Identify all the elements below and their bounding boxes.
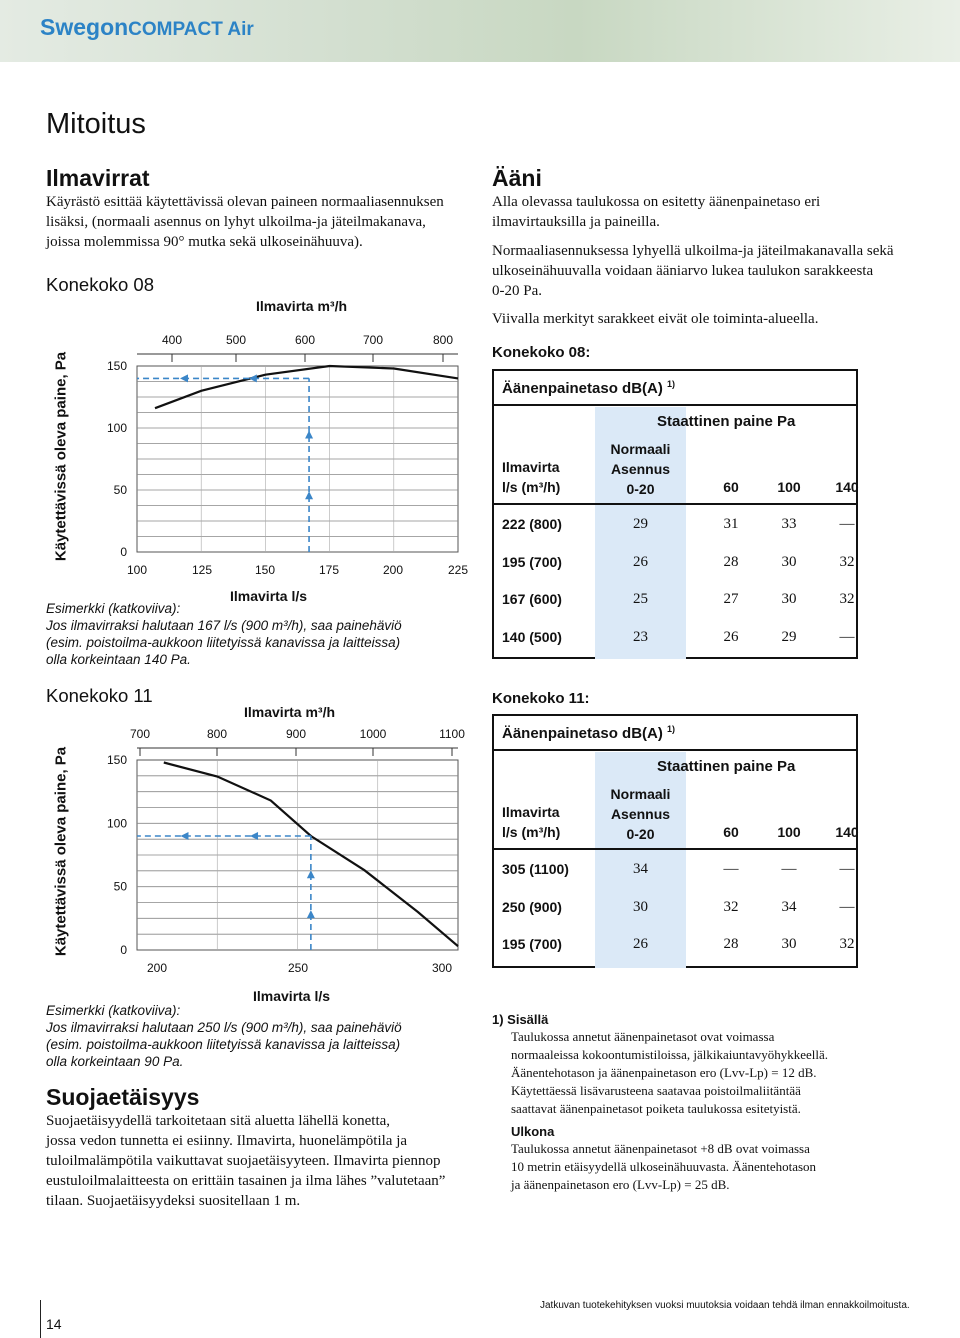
y-tick-label: 150	[106, 753, 127, 767]
top-tick-label: 700	[362, 333, 384, 347]
text-line: jossa vedon tunnetta ei esiinny. Ilmavirta, huonelämpötila ja	[46, 1133, 408, 1149]
cell-value: 30	[781, 591, 797, 607]
table-title-text: Äänenpainetaso dB(A)	[502, 725, 663, 742]
page-title: Mitoitus	[46, 108, 146, 140]
arrow-up-icon	[307, 910, 315, 918]
text-line: normaaleissa kokoontumistiloissa, jälkikaiuntavyöhykkeellä.	[511, 1047, 828, 1062]
chart08-y-axis-label: Käytettävissä oleva paine, Pa	[52, 351, 70, 562]
text-line: Äänentehotason ja äänenpainetason ero (Lvv-Lp) = 12 dB.	[511, 1065, 817, 1080]
table08-col-100: 100	[777, 479, 801, 495]
top-tick-label: 700	[129, 727, 151, 741]
cell-airflow: 305 (1100)	[502, 861, 569, 877]
chart-heading-08: Konekoko 08	[46, 274, 155, 295]
example-line: (esim. poistoilma-aukkoon liitetyissä kanavissa ja laitteissa)	[46, 635, 401, 650]
cell-airflow: 167 (600)	[502, 591, 562, 607]
table-divider	[494, 404, 858, 406]
example-line: (esim. poistoilma-aukkoon liitetyissä kanavissa ja laitteissa)	[46, 1037, 401, 1052]
text-line: Käyrästö esittää käytettävissä olevan paineen normaaliasennuksen	[46, 194, 444, 210]
top-tick-label: 400	[161, 333, 183, 347]
table11-col-airflow	[502, 802, 560, 842]
table11-static-label: Staattinen paine Pa	[657, 758, 796, 775]
text-line: eustuloilmalaitteesta on erittäin tasainen ja ilma lähes ”valutetaan”	[46, 1173, 446, 1189]
chart11-svg-group	[107, 727, 465, 975]
table-row	[494, 891, 858, 929]
footer-divider	[40, 1300, 41, 1338]
aani-p3: Viivalla merkityt sarakkeet eivät ole toiminta-alueella.	[492, 311, 819, 327]
cell-airflow: 250 (900)	[502, 898, 562, 915]
cell-value: —	[723, 861, 739, 877]
text-line: Alla olevassa taulukossa on esitetty äänenpainetaso eri	[492, 194, 821, 210]
cell-value: 28	[723, 553, 739, 570]
bottom-tick-label: 200	[146, 961, 168, 975]
cell-value: 26	[723, 628, 739, 645]
y-tick-label: 0	[120, 943, 127, 957]
cell-value: 28	[723, 936, 739, 952]
col-header-line: Normaali	[610, 441, 671, 457]
example-line: olla korkeintaan 140 Pa.	[46, 652, 191, 667]
top-tick-label: 900	[285, 727, 307, 741]
example-line: Esimerkki (katkoviiva):	[46, 1003, 181, 1018]
section-title-aani: Ääni	[492, 165, 542, 191]
cell-normal: 26	[633, 936, 648, 952]
bottom-tick-label: 175	[318, 563, 340, 577]
top-tick-label: 600	[294, 333, 316, 347]
top-tick-label: 1000	[359, 727, 387, 741]
col-header-line: Ilmavirta	[502, 459, 560, 475]
col-header-line: Asennus	[610, 806, 671, 822]
example-line: olla korkeintaan 90 Pa.	[46, 1054, 184, 1069]
example-line: Jos ilmavirraksi halutaan 167 l/s (900 m³/h), saa painehäviö	[46, 618, 402, 633]
table08-title	[502, 379, 675, 397]
chart11-y-axis-label: Käytettävissä oleva paine, Pa	[52, 746, 70, 957]
table11-title	[502, 724, 675, 742]
table08-col-airflow	[502, 457, 560, 497]
cell-normal: 29	[633, 516, 648, 532]
table11-heading: Konekoko 11:	[492, 690, 590, 707]
y-tick-label: 100	[106, 816, 127, 831]
bottom-tick-label: 150	[254, 563, 276, 577]
aani-p2	[492, 241, 894, 301]
table11-col-100: 100	[777, 824, 801, 840]
text-line: Käytettäessä lisävarusteena saatavaa poistoilmaliitäntää	[511, 1083, 801, 1098]
cell-value: 29	[781, 628, 797, 645]
cell-value: 32	[723, 898, 739, 915]
cell-value: 32	[839, 936, 855, 952]
cell-normal: 26	[633, 553, 648, 570]
example-line: Esimerkki (katkoviiva):	[46, 601, 181, 616]
y-tick-label: 50	[113, 879, 127, 894]
cell-value: —	[839, 628, 855, 645]
chart11-bottom-axis-label: Ilmavirta l/s	[253, 988, 331, 1004]
y-tick-label: 0	[120, 545, 127, 559]
col-header-line: 0-20	[626, 481, 655, 497]
section-title-suoja: Suojaetäisyys	[46, 1084, 200, 1110]
section-title-ilmavirrat: Ilmavirrat	[46, 165, 150, 191]
cell-value: 32	[839, 591, 855, 607]
y-tick-label: 100	[106, 421, 127, 435]
text-line: saattavat äänenpainetasot poiketa taulukossa esitetyistä.	[511, 1101, 801, 1116]
cell-value: —	[839, 898, 855, 915]
text-line: ilmavirtauksilla ja paineilla.	[492, 214, 660, 230]
text-line: 10 metrin etäisyydellä ulkoseinähuuvasta. Äänentehotason	[511, 1159, 817, 1174]
table-title-sup: 1)	[667, 379, 676, 389]
col-header-line: l/s (m³/h)	[502, 479, 561, 495]
chart08-bottom-axis-label: Ilmavirta l/s	[230, 588, 308, 604]
top-tick-label: 800	[206, 727, 228, 741]
example-line: Jos ilmavirraksi halutaan 250 l/s (900 m³/h), saa painehäviö	[46, 1020, 402, 1035]
cell-airflow: 140 (500)	[502, 628, 562, 645]
suoja-text	[46, 1111, 445, 1211]
table-divider	[494, 848, 858, 850]
table-title-sup: 1)	[667, 724, 676, 734]
cell-value: 34	[781, 898, 797, 915]
y-tick-label: 50	[113, 483, 127, 497]
top-tick-label: 500	[225, 333, 247, 347]
top-tick-label: 1100	[439, 727, 465, 741]
footnote-outdoor-text	[511, 1140, 816, 1194]
table-title-text: Äänenpainetaso dB(A)	[502, 380, 663, 397]
table11-col-normal	[595, 784, 686, 844]
table11-frame	[492, 714, 858, 968]
cell-normal: 34	[633, 861, 648, 877]
bottom-tick-label: 100	[126, 563, 148, 577]
chart11-example	[46, 1002, 402, 1070]
col-header-line: Asennus	[610, 461, 671, 477]
bottom-tick-label: 250	[287, 961, 309, 975]
cell-normal: 23	[633, 628, 648, 645]
y-tick-label: 150	[106, 359, 127, 373]
footnote-title: 1) Sisällä	[492, 1012, 549, 1027]
footer-note: Jatkuvan tuotekehityksen vuoksi muutoksia voidaan tehdä ilman ennakkoilmoitusta.	[540, 1300, 910, 1311]
table11-col-140: 140	[835, 824, 859, 840]
text-line: joissa molemmissa 90° mutka sekä ulkoseinähuuva).	[46, 234, 363, 250]
text-line: Taulukossa annetut äänenpainetasot +8 dB ovat voimassa	[511, 1141, 810, 1156]
col-header-line: l/s (m³/h)	[502, 824, 561, 840]
table-row	[494, 583, 858, 621]
chart-heading-11: Konekoko 11	[46, 685, 153, 706]
bottom-tick-label: 300	[431, 961, 453, 975]
chart08-top-axis-label: Ilmavirta m³/h	[256, 298, 348, 314]
bottom-tick-label: 200	[382, 563, 404, 577]
table08-col-normal	[595, 439, 686, 499]
text-line: Taulukossa annetut äänenpainetasot ovat voimassa	[511, 1029, 775, 1044]
cell-airflow: 195 (700)	[502, 936, 562, 952]
col-header-line: 0-20	[626, 826, 655, 842]
bottom-tick-label: 125	[191, 563, 213, 577]
table-divider	[494, 749, 858, 751]
text-line: tilaan. Suojaetäisyydeksi suositellaan 1 m.	[46, 1193, 301, 1209]
table08-col-60: 60	[723, 479, 739, 495]
table-row	[494, 853, 858, 891]
text-line: lisäksi, (normaali asennus on lyhyt ulkoilma-ja jäteilmakanava,	[46, 214, 426, 230]
table-row	[494, 546, 858, 584]
bottom-tick-label: 225	[447, 563, 469, 577]
text-line: Suojaetäisyydellä tarkoitetaan sitä aluetta lähellä konetta,	[46, 1113, 391, 1129]
table-row	[494, 508, 858, 546]
text-line: Normaaliasennuksessa lyhyellä ulkoilma-ja jäteilmakanavalla sekä	[492, 243, 894, 259]
cell-value: —	[839, 516, 855, 532]
footnote-outdoor-title: Ulkona	[511, 1124, 555, 1139]
cell-value: 33	[781, 516, 797, 532]
cell-value: —	[781, 861, 797, 877]
cell-airflow: 222 (800)	[502, 516, 562, 532]
aani-p1	[492, 192, 820, 232]
table-row	[494, 621, 858, 659]
cell-value: —	[839, 861, 855, 877]
table08-frame	[492, 369, 858, 659]
table-divider	[494, 503, 858, 505]
cell-value: 30	[781, 936, 797, 952]
product-name: COMPACT Air	[128, 19, 254, 40]
text-line: tuloilmalämpötila vaikuttavat suojaetäisyyteen. Ilmavirta piennop	[46, 1153, 441, 1169]
table-row	[494, 928, 858, 966]
cell-value: 27	[723, 591, 739, 607]
table08-col-140: 140	[835, 479, 859, 495]
cell-normal: 30	[633, 898, 648, 915]
arrow-up-icon	[307, 870, 315, 878]
cell-value: 32	[839, 553, 855, 570]
table08-static-label: Staattinen paine Pa	[657, 413, 796, 430]
col-header-line: Normaali	[610, 786, 671, 802]
cell-normal: 25	[633, 591, 648, 607]
col-header-line: Ilmavirta	[502, 804, 560, 820]
cell-airflow: 195 (700)	[502, 553, 562, 570]
cell-value: 31	[723, 516, 739, 532]
chart11-top-axis-label: Ilmavirta m³/h	[244, 704, 336, 720]
table11-col-60: 60	[723, 824, 739, 840]
page-number: 14	[46, 1316, 62, 1332]
text-line: ulkoseinähuuvalla voidaan ääniarvo lukea taulukon sarakkeesta	[492, 263, 874, 279]
cell-value: 30	[781, 553, 797, 570]
text-line: ja äänenpainetason ero (Lvv-Lp) = 25 dB.	[511, 1177, 730, 1192]
footer-page-box	[0, 1300, 34, 1338]
footnote-text	[511, 1028, 828, 1118]
table08-heading: Konekoko 08:	[492, 344, 591, 361]
text-line: 0-20 Pa.	[492, 283, 542, 299]
top-tick-label: 800	[432, 333, 454, 347]
brand-name: Swegon	[40, 14, 129, 40]
